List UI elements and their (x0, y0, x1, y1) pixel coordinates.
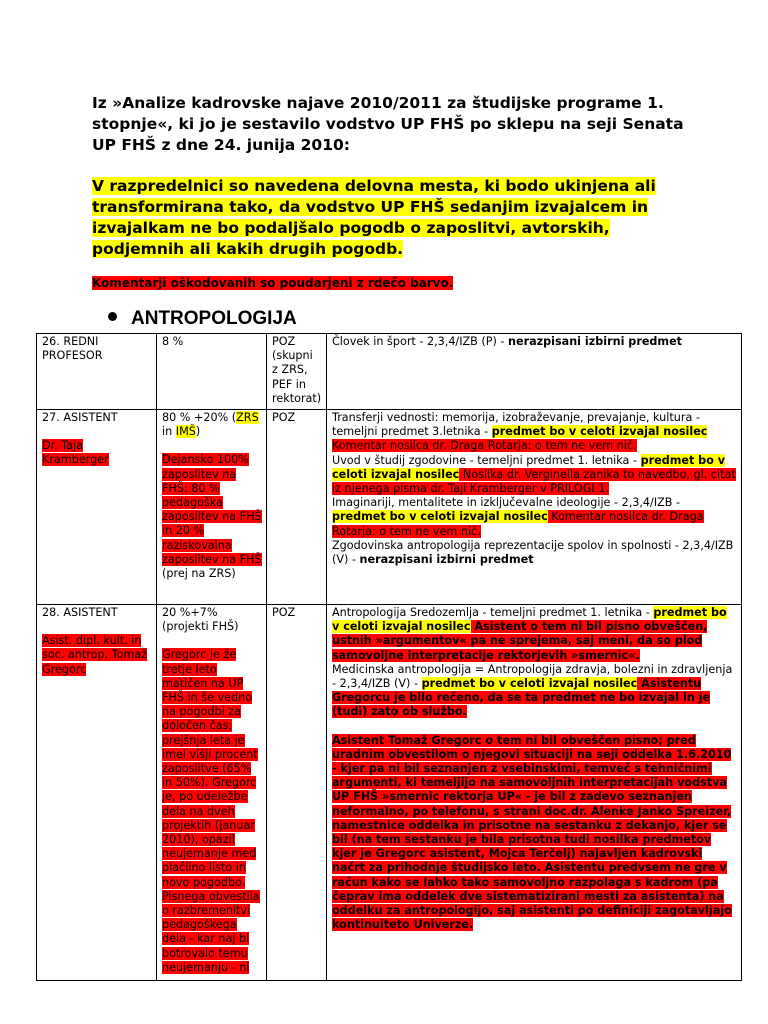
subject-item (332, 496, 737, 539)
subject-comment: Asistentu Gregorcu je bilo rečeno, da se ta predmet ne bo izvajal in je (tudi) zato ob službo. (332, 677, 711, 719)
positions-table (36, 333, 742, 981)
subject-text: Zgodovinska antropologija reprezentacije spolov in spolnosti - 2,3,4/IZB (V) - (332, 538, 734, 567)
share-note-text: Dejansko 100% zaposlitev na FHŠ: 80 % pedagoška zaposlitev na FHŠ in 20 % raziskovalna zaposlitev na FHŠ (162, 453, 262, 566)
position-cell (37, 410, 157, 605)
subject-comment: Komentar nosilca dr. Draga Rotarja: o tem ne vem nič. (332, 439, 637, 453)
position-cell (37, 605, 157, 981)
type-value: POZ (272, 606, 296, 619)
subject-cell (327, 410, 742, 605)
share-mid: in (162, 425, 176, 439)
position-label: 27. ASISTENT (42, 411, 118, 424)
bullet-icon (108, 312, 117, 321)
subject-text: Imaginariji, mentalitete in izključevalne ideologije - 2,3,4/IZB - (332, 496, 681, 510)
position-label: 28. ASISTENT (42, 606, 118, 619)
subject-tag: predmet bo v celoti izvajal nosilec (332, 453, 726, 481)
subject-tag: predmet bo v celoti izvajal nosilec (491, 425, 708, 439)
share-value: 20 %+7% (projekti FHŠ) (162, 606, 239, 634)
share-value (162, 411, 262, 439)
type-value: POZ (272, 411, 296, 424)
subject-text: Človek in šport - 2,3,4/IZB (P) - (332, 335, 509, 348)
share-suffix: ) (195, 425, 201, 439)
subject-item (332, 539, 737, 567)
highlighted-statement-text: V razpredelnici so navedena delovna mesta, ki bodo ukinjena ali transformirana tako, da vodstvo UP FHŠ sedanjim izvajalcem in izvajalkam ne bo podaljšalo pogodb o zaposlitvi, avtorskih, podjemnih ali kakih drugih pogodb. (92, 177, 656, 258)
share-note: Gregorc je že tretje leto matičen na UP FHŠ in še vedno na pogodbi za določen čas; prejšnja leta je imel višji procent zaposlitve (65% in 50%). Gregorc je, po udeležbe dela na dveh projektih (januar 2010), opazil neujemanje med plačilno listo in novo pogodbo. Pisnega obvestila o razbremenitvi pedagoškega dela - kar naj bi botrovalo temu neujemanju - ni (162, 648, 260, 974)
subject-status: nerazpisani izbirni predmet (359, 553, 534, 567)
share-note-after: (prej na ZRS) (162, 567, 236, 581)
table-row (37, 410, 742, 605)
share-value: 8 % (162, 335, 184, 348)
type-cell (267, 605, 327, 981)
subject-item (332, 663, 737, 720)
section-title: ANTROPOLOGIJA (131, 308, 297, 329)
subject-text: Uvod v študij zgodovine - temeljni predmet 1. letnika - (332, 453, 641, 467)
subject-text: Transferji vednosti: memorija, izobraževanje, prevajanje, kultura - temeljni predmet 3.letnika - (332, 411, 700, 439)
subject-cell (327, 334, 742, 410)
subject-comment: Komentar nosilca dr. Draga Rotarja: o tem ne vem nič. (332, 510, 704, 538)
intro-paragraph: Iz »Analize kadrovske najave 2010/2011 za študijske programe 1. stopnje«, ki jo je sestavilo vodstvo UP FHŠ po sklepu na seji Senata UP FHŠ z dne 24. junija 2010: (92, 94, 684, 154)
subject-tag: predmet bo v celoti izvajal nosilec (421, 677, 638, 691)
comment-note-text: Komentarji oškodovanih so poudarjeni z rdečo barvo. (92, 276, 454, 290)
highlighted-statement (92, 176, 672, 260)
table-row (37, 334, 742, 410)
person-name: Dr. Taja Kramberger (42, 439, 109, 467)
share-prefix: 80 % +20% ( (162, 411, 237, 424)
comment-note (92, 276, 453, 290)
section-heading (108, 308, 297, 330)
share-cell (157, 410, 267, 605)
subject-comment: Nosilka dr. Verginella zanika to navedbo, gl. citat iz njenega pisma dr. Taji Kramberger v PRILOGI 1. (332, 467, 736, 496)
subject-tag: predmet bo v celoti izvajal nosilec (332, 510, 548, 524)
subject-tag: predmet bo v celoti izvajal nosilec (332, 606, 727, 634)
subject-comment: Asistent Tomaž Gregorc o tem ni bil obveščen pisno; pred uradnim obvestilom o njegovi situaciji na seji oddelka 1.6.2010 - kjer pa ni bil seznanjen z vsebinskimi, temveč s tehničnimi argumenti, ki temeljijo na samovoljnih interpretacijah vodstva UP FHŠ »smernic rektorja UP« - je bil z zadevo seznanjen neformalno, po telefonu, s strani doc.dr. Alenke Janko Spreizer, namestnice oddelka in prisotne na sestanku z dekanjo, kjer se bil (na tem sestanku je bila prisotna tudi nosilka predmetov kjer je Gregorc asistent, Mojca Terčelj) najavljen kadrovski načrt za prihodnje študijsko leto. Asistentu predvsem ne gre v račun kako se lahko tako samovoljno razpolaga s kadrom (pa čeprav ima oddelek dve sistematizirani mesti za asistenta) na oddelku za antropologijo, saj asistenti po definiciji zagotavljajo kontinuiteto Univerze. (332, 733, 732, 932)
subject-comment: Asistent o tem ni bil pisno obveščen, ustnih »argumentov« pa ne sprejema, saj meni, da so plod samovoljne interpretacije rektorjevih »smernic«. (332, 620, 708, 662)
position-label: 26. REDNI PROFESOR (42, 335, 103, 363)
share-zrs: ZRS (236, 411, 259, 424)
share-cell (157, 334, 267, 410)
type-cell (267, 334, 327, 410)
subject-cell (327, 605, 742, 981)
person-name: Asist. dipl. kult. in soc. antrop. Tomaž Gregorc (42, 634, 148, 676)
subject-item (332, 606, 737, 663)
share-cell (157, 605, 267, 981)
subject-status: nerazpisani izbirni predmet (508, 335, 683, 348)
share-ims: IMŠ (175, 425, 196, 439)
subject-text: Antropologija Sredozemlja - temeljni predmet 1. letnika - (332, 606, 654, 619)
subject-item (332, 734, 737, 933)
subject-item (332, 411, 737, 454)
subject-item (332, 454, 737, 497)
share-note (162, 453, 262, 581)
table-row (37, 605, 742, 981)
position-cell (37, 334, 157, 410)
type-value: POZ (skupni z ZRS, PEF in rektorat) (272, 335, 322, 405)
type-cell (267, 410, 327, 605)
subject-text: Medicinska antropologija = Antropologija zdravja, bolezni in zdravljenja - 2,3,4/IZB (V) - (332, 662, 733, 691)
